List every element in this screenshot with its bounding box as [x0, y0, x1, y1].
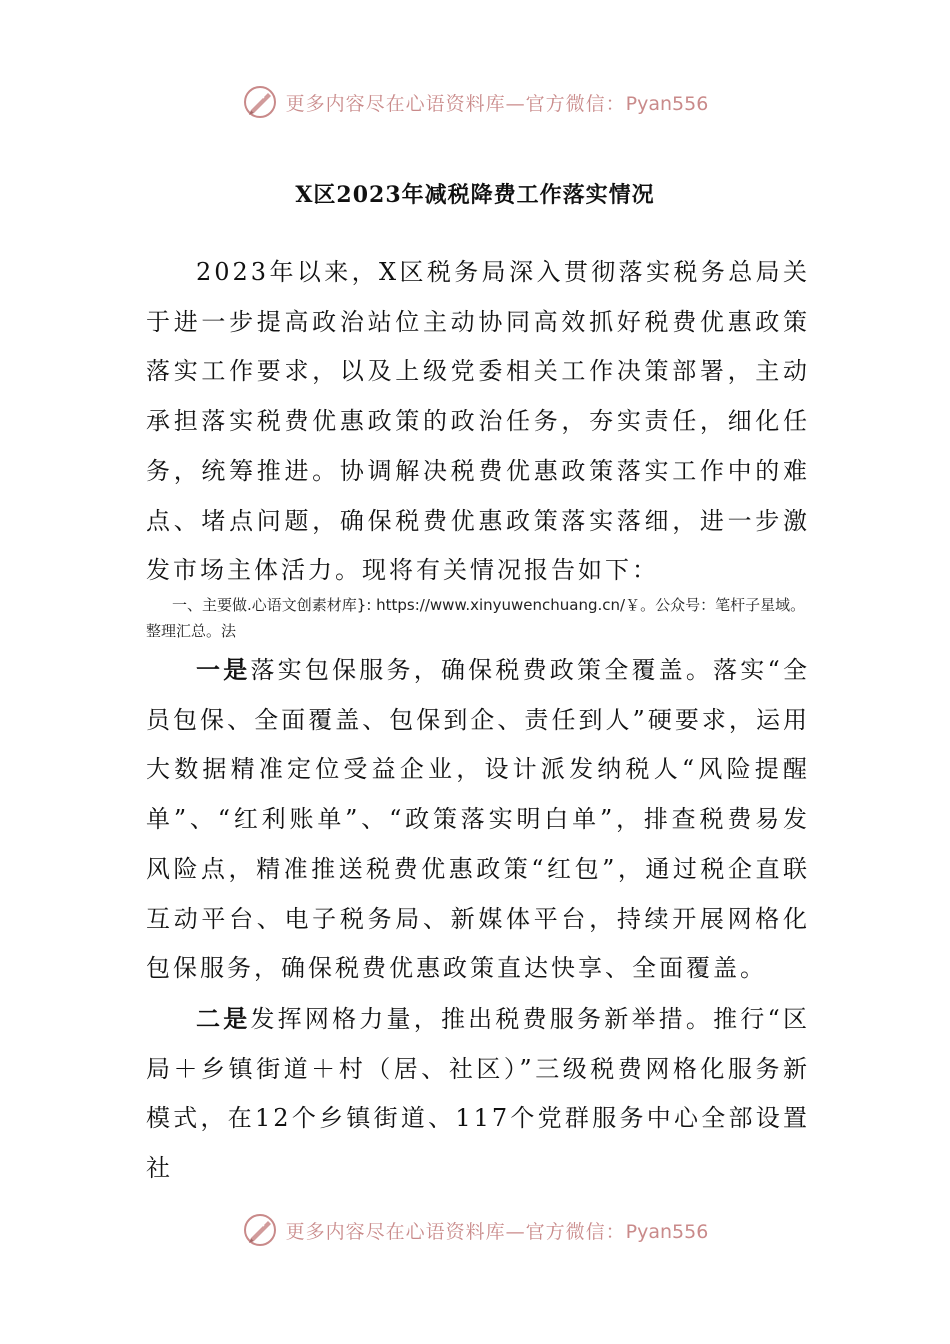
- document-title: X区2023年减税降费工作落实情况: [295, 182, 655, 208]
- watermark-text: 更多内容尽在心语资料库—官方微信：Pyan556: [285, 92, 709, 115]
- header-watermark: [0, 80, 950, 124]
- watermark-text: 更多内容尽在心语资料库—官方微信：Pyan556: [285, 1220, 709, 1243]
- watermark-handle: Pyan556: [625, 92, 709, 115]
- intro-paragraph: 2023年以来，X区税务局深入贯彻落实税务总局关于进一步提高政治站位主动协同高效抓好税费优惠政策落实工作要求，以及上级党委相关工作决策部署，主动承担落实税费优惠政策的政治任务，夯实责任，细化任务，统筹推进。协调解决税费优惠政策落实工作中的难点、堵点问题，确保税费优惠政策落实落细，进一步激发市场主体活力。现将有关情况报告如下：: [146, 258, 810, 585]
- watermark-handle: Pyan556: [625, 1220, 709, 1243]
- pen-logo-icon: [242, 84, 278, 120]
- paragraph-one: [146, 645, 810, 994]
- paragraph-two: [146, 994, 810, 1194]
- paragraph-two-text: 发挥网格力量，推出税费服务新举措。推行“区局＋乡镇街道＋村（居、社区）”三级税费网格化服务新模式，在12个乡镇街道、117个党群服务中心全部设置社: [146, 1005, 810, 1183]
- footer-watermark: [0, 1208, 950, 1252]
- pen-logo-icon: [242, 1212, 278, 1248]
- paragraph-one-text: 落实包保服务，确保税费政策全覆盖。落实“全员包保、全面覆盖、包保到企、责任到人”硬要求，运用大数据精准定位受益企业，设计派发纳税人“风险提醒单”、“红利账单”、“政策落实明白单”，排查税费易发风险点，精准推送税费优惠政策“红包”，通过税企直联互动平台、电子税务局、新媒体平台，持续开展网格化包保服务，确保税费优惠政策直达快享、全面覆盖。: [146, 656, 810, 983]
- paragraph-one-lead: 一是: [196, 655, 251, 684]
- source-note: 一、主要做.心语文创素材库}: https://www.xinyuwenchuang.cn/￥。公众号：笔杆子星域。整理汇总。法: [146, 596, 806, 640]
- paragraph-two-lead: 二是: [196, 1004, 251, 1033]
